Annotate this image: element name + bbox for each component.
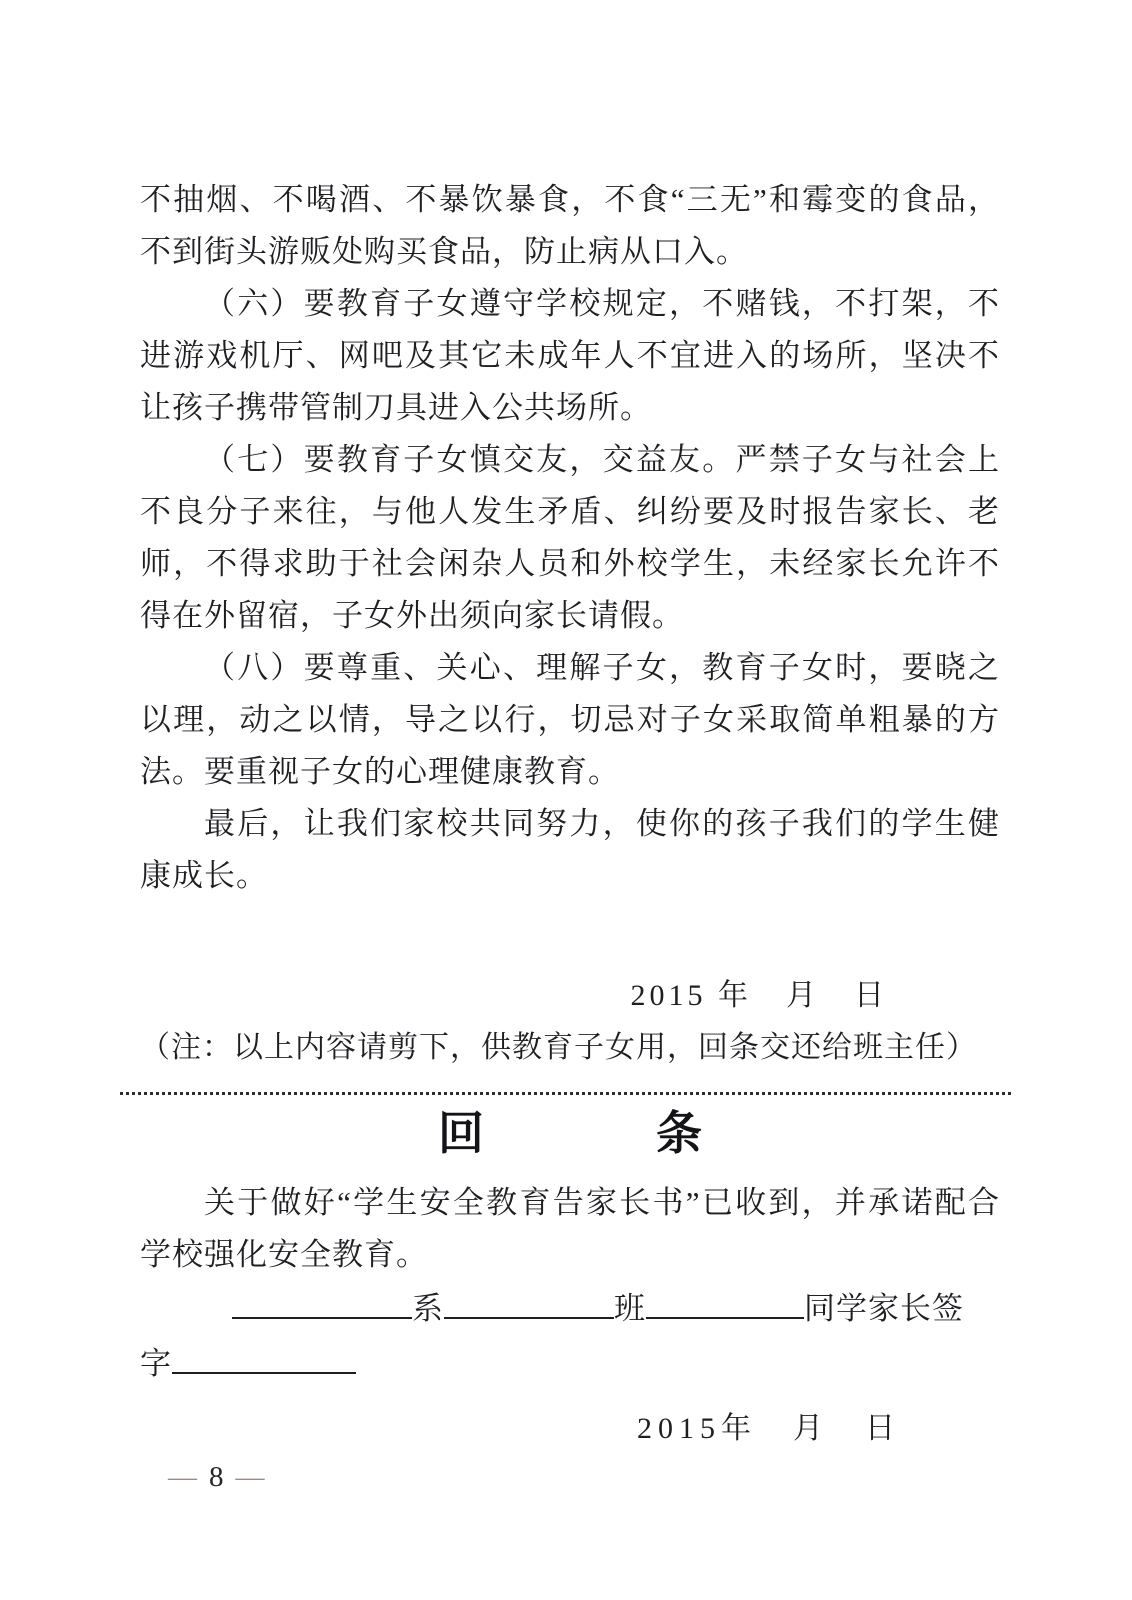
reply-date-line: 2015年 月 日 (637, 1412, 901, 1445)
signature-blank-field (172, 1340, 356, 1374)
reply-slip-title (140, 1103, 1000, 1163)
department-blank-field (232, 1285, 412, 1319)
student-name-blank-field (646, 1285, 804, 1319)
footer-dash-left: — (168, 1461, 199, 1493)
body-paragraph-closing: 最后，让我们家校共同努力，使你的孩子我们的学生健康成长。 (140, 806, 1000, 893)
signature-line-row-1 (140, 1281, 1000, 1336)
signature-line-row-2 (140, 1336, 1000, 1391)
cut-instruction-note: （注：以上内容请剪下，供教育子女用，回条交还给班主任） (140, 1031, 977, 1064)
body-paragraph-rule-seven: （七）要教育子女慎交友，交益友。严禁子女与社会上不良分子来往，与他人发生矛盾、纠纷要及时报告家长、老师，不得求助于社会闲杂人员和外校学生，未经家长允许不得在外留宿，子女外出须向家长请假。 (140, 442, 1000, 633)
dotted-cut-line (120, 1092, 1012, 1095)
footer-dash-right: — (235, 1461, 267, 1493)
department-label: 系 (412, 1291, 444, 1326)
class-label: 班 (614, 1291, 646, 1326)
page-number: 8 (209, 1461, 226, 1493)
reply-acknowledgement-paragraph: 关于做好“学生安全教育告家长书”已收到，并承诺配合学校强化安全教育。 (140, 1185, 1000, 1272)
document-content (140, 174, 1000, 1497)
letter-date-line: 2015 年 月 日 (630, 979, 888, 1012)
reply-title-char-left: 回 (438, 1107, 484, 1159)
class-blank-field (444, 1285, 614, 1319)
body-paragraph-rule-six: （六）要教育子女遵守学校规定，不赌钱，不打架，不进游戏机厅、网吧及其它未成年人不宜进入的场所，坚决不让孩子携带管制刀具进入公共场所。 (140, 286, 1000, 425)
reply-title-char-right: 条 (656, 1107, 702, 1159)
body-paragraph-smoking-food-safety: 不抽烟、不喝酒、不暴饮暴食，不食“三无”和霉变的食品，不到街头游贩处购买食品，防止病从口入。 (140, 182, 1000, 269)
parent-sign-label: 同学家长签 (804, 1291, 964, 1326)
page-footer (168, 1457, 1000, 1497)
sign-label-continued: 字 (140, 1346, 172, 1381)
body-paragraph-rule-eight: （八）要尊重、关心、理解子女，教育子女时，要晓之以理，动之以情，导之以行，切忌对子女采取简单粗暴的方法。要重视子女的心理健康教育。 (140, 650, 1000, 789)
